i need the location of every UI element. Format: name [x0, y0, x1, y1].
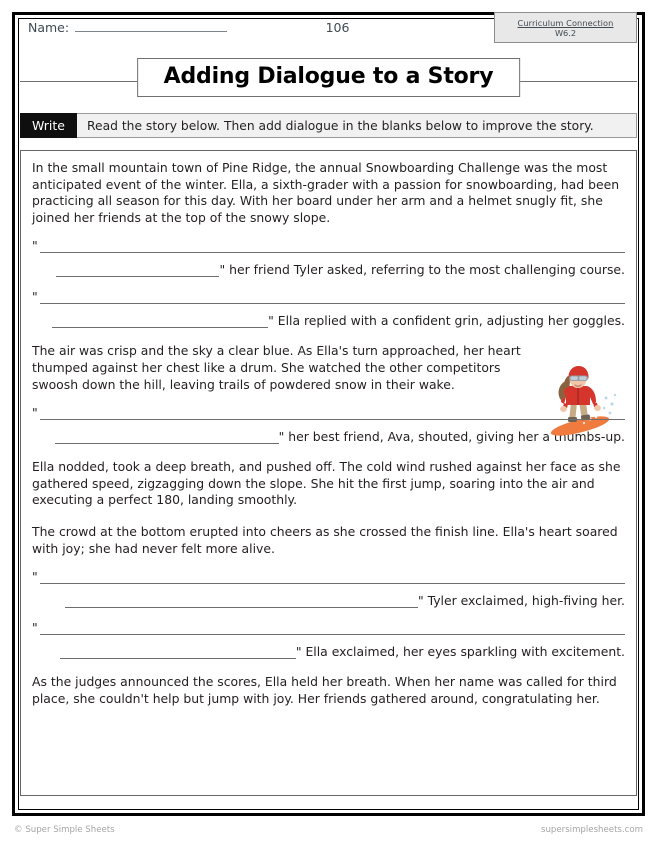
dialogue-5-attribution: [296, 645, 625, 659]
dialogue-4-attribution: [418, 594, 625, 608]
dialogue-2-write-line-2[interactable]: [52, 313, 268, 328]
dialogue-5-line-top: [32, 621, 625, 635]
footer-copyright: © Super Simple Sheets: [14, 825, 115, 835]
dialogue-4-line-top: [32, 570, 625, 584]
story-paragraph-4: The crowd at the bottom erupted into cheers as she crossed the finish line. Ella's heart soared with joy; she had never felt more alive.: [32, 523, 618, 556]
instruction-tag-write: Write: [20, 113, 77, 138]
dialogue-blank-4: [32, 570, 625, 608]
page-footer: [12, 817, 645, 843]
dialogue-1-line-bottom: [32, 262, 625, 277]
story-paragraph-3: Ella nodded, took a deep breath, and pushed off. The cold wind rushed against her face as she gathered speed, zigzagging down the slope. She hit the first jump, soaring into the air and executing a perfect 180, landing smoothly.: [32, 459, 621, 508]
story-paragraph-5: As the judges announced the scores, Ella held her breath. When her name was called for third place, she couldn't help but jump with joy. Her friends gathered around, congratulating her.: [32, 674, 617, 706]
dialogue-2-line-top: [32, 290, 625, 304]
dialogue-5-attribution-text: Ella exclaimed, her eyes sparkling with excitement.: [301, 644, 625, 660]
page-title: Adding Dialogue to a Story: [163, 64, 494, 89]
curriculum-connection-badge: [494, 12, 637, 43]
story-paragraph-2: The air was crisp and the sky a clear blue. As Ella's turn approached, her heart thumped against her chest like a drum. She watched the other competitors swoosh down the hill, leaving trails of powdered snow in their wake.: [32, 343, 521, 392]
story-card: [20, 150, 637, 796]
spacer: [32, 659, 625, 674]
quote-open-icon: ": [32, 619, 38, 635]
dialogue-1-write-line-2[interactable]: [56, 262, 219, 277]
quote-close-icon: ": [219, 262, 226, 278]
dialogue-4-line-bottom: [32, 593, 625, 608]
title-box: [137, 58, 521, 97]
quote-close-icon: ": [295, 644, 302, 660]
dialogue-2-write-line-1[interactable]: [40, 290, 625, 304]
dialogue-5-line-bottom: [32, 644, 625, 659]
dialogue-1-line-top: [32, 239, 625, 253]
page-number: 106: [325, 20, 350, 35]
worksheet-page: [20, 18, 637, 811]
worksheet-header: [20, 18, 637, 54]
story-paragraph-1: In the small mountain town of Pine Ridge, the annual Snowboarding Challenge was the most anticipated event of the winter. Ella, a sixth-grader with a passion for snowboarding, had been practicing all season for this day. With her board under her arm and a helmet snugly fit, she joined her friends at the top of the snowy slope.: [32, 160, 620, 225]
dialogue-4-write-line-2[interactable]: [65, 593, 418, 608]
curriculum-connection-label: Curriculum Connection: [517, 17, 614, 28]
curriculum-code: W6.2: [554, 27, 577, 38]
dialogue-3-line-top: [32, 406, 625, 420]
name-label: Name:: [28, 20, 70, 35]
dialogue-blank-3: [32, 406, 625, 444]
quote-open-icon: ": [32, 288, 38, 304]
dialogue-blank-5: [32, 621, 625, 659]
dialogue-3-write-line-1[interactable]: [40, 406, 625, 420]
instruction-bar: [20, 113, 637, 138]
dialogue-5-write-line-2[interactable]: [60, 644, 296, 659]
quote-close-icon: ": [278, 429, 285, 445]
dialogue-1-write-line-1[interactable]: [40, 239, 625, 253]
dialogue-4-write-line-1[interactable]: [40, 570, 625, 584]
spacer: [32, 328, 625, 343]
dialogue-1-attribution-text: her friend Tyler asked, referring to the most challenging course.: [225, 262, 625, 278]
dialogue-2-line-bottom: [32, 313, 625, 328]
dialogue-2-attribution-text: Ella replied with a confident grin, adjusting her goggles.: [273, 313, 625, 329]
dialogue-5-write-line-1[interactable]: [40, 621, 625, 635]
dialogue-2-attribution: [268, 314, 625, 328]
dialogue-3-write-line-2[interactable]: [55, 429, 279, 444]
quote-close-icon: ": [268, 313, 274, 329]
title-section: [20, 58, 637, 104]
jacket: [561, 386, 598, 408]
snowboarder-illustration: [544, 364, 622, 438]
instruction-text: Read the story below. Then add dialogue in the blanks below to improve the story.: [77, 113, 637, 138]
spacer: [32, 444, 625, 459]
quote-open-icon: ": [32, 237, 38, 253]
footer-website[interactable]: supersimplesheets.com: [541, 825, 643, 835]
dialogue-1-attribution: [219, 263, 625, 277]
dialogue-3-line-bottom: [32, 429, 625, 444]
quote-close-icon: ": [417, 593, 424, 609]
dialogue-blank-2: [32, 290, 625, 328]
spacer: [32, 509, 625, 524]
quote-open-icon: ": [32, 568, 38, 584]
dialogue-3-attribution-text: her best friend, Ava, shouted, giving her a thumbs-up.: [284, 429, 625, 445]
dialogue-4-attribution-text: Tyler exclaimed, high-fiving her.: [423, 593, 625, 609]
quote-open-icon: ": [32, 404, 38, 420]
goggles: [569, 376, 588, 381]
dialogue-blank-1: [32, 239, 625, 277]
